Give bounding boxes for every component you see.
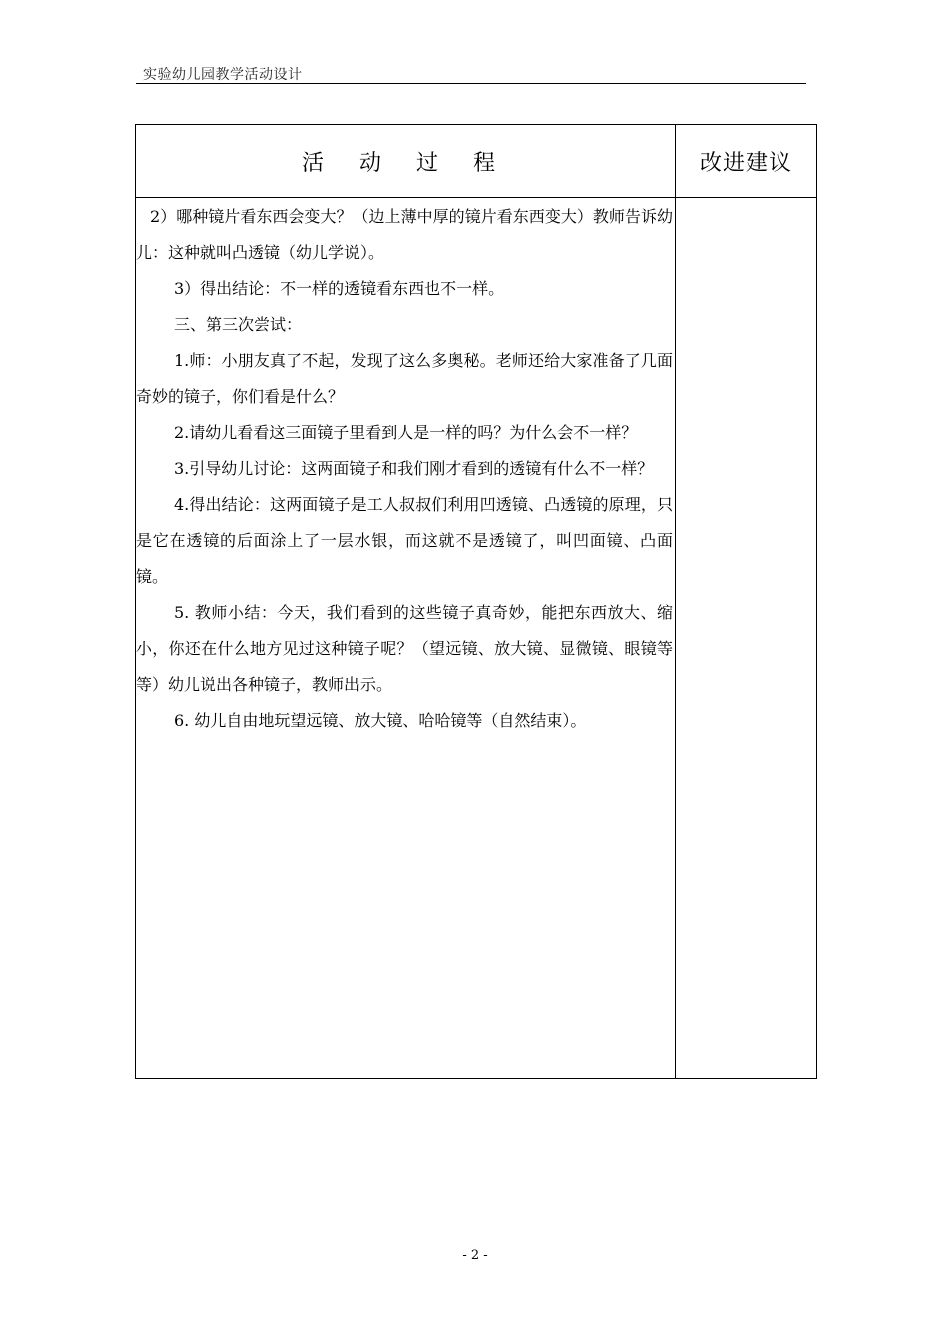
process-cell bbox=[136, 198, 676, 1079]
paragraph: 3.引导幼儿讨论：这两面镜子和我们刚才看到的透镜有什么不一样？ bbox=[174, 459, 654, 478]
page-number: - 2 - bbox=[462, 1248, 488, 1263]
paragraph: 2.请幼儿看看这三面镜子里看到人是一样的吗？为什么会不一样？ bbox=[174, 423, 638, 442]
activity-table bbox=[135, 124, 817, 1079]
process-text bbox=[136, 198, 675, 739]
column-header-suggestion: 改进建议 bbox=[676, 125, 817, 198]
paragraph: 1.师：小朋友真了不起，发现了这么多奥秘。老师还给大家准备了几面奇妙的镜子，你们看是什么？ bbox=[136, 351, 673, 406]
document-header: 实验幼儿园教学活动设计 bbox=[143, 67, 303, 83]
paragraph: 2）哪种镜片看东西会变大？（边上薄中厚的镜片看东西变大）教师告诉幼儿：这种就叫凸透镜（幼儿学说）。 bbox=[136, 207, 673, 262]
paragraph: 三、第三次尝试： bbox=[174, 315, 303, 334]
header-rule bbox=[136, 83, 806, 84]
paragraph: 5. 教师小结：今天，我们看到的这些镜子真奇妙，能把东西放大、缩小，你还在什么地方见过这种镜子呢？（望远镜、放大镜、显微镜、眼镜等等）幼儿说出各种镜子，教师出示。 bbox=[136, 603, 673, 694]
table-header-row bbox=[136, 125, 817, 198]
table-content-row bbox=[136, 198, 817, 1079]
suggestion-cell bbox=[676, 198, 817, 1079]
paragraph: 3）得出结论：不一样的透镜看东西也不一样。 bbox=[174, 279, 505, 298]
paragraph: 4.得出结论：这两面镜子是工人叔叔们利用凹透镜、凸透镜的原理，只是它在透镜的后面涂上了一层水银，而这就不是透镜了，叫凹面镜、凸面镜。 bbox=[136, 495, 673, 586]
paragraph: 6. 幼儿自由地玩望远镜、放大镜、哈哈镜等（自然结束）。 bbox=[174, 711, 587, 730]
column-header-process: 活 动 过 程 bbox=[136, 125, 676, 198]
